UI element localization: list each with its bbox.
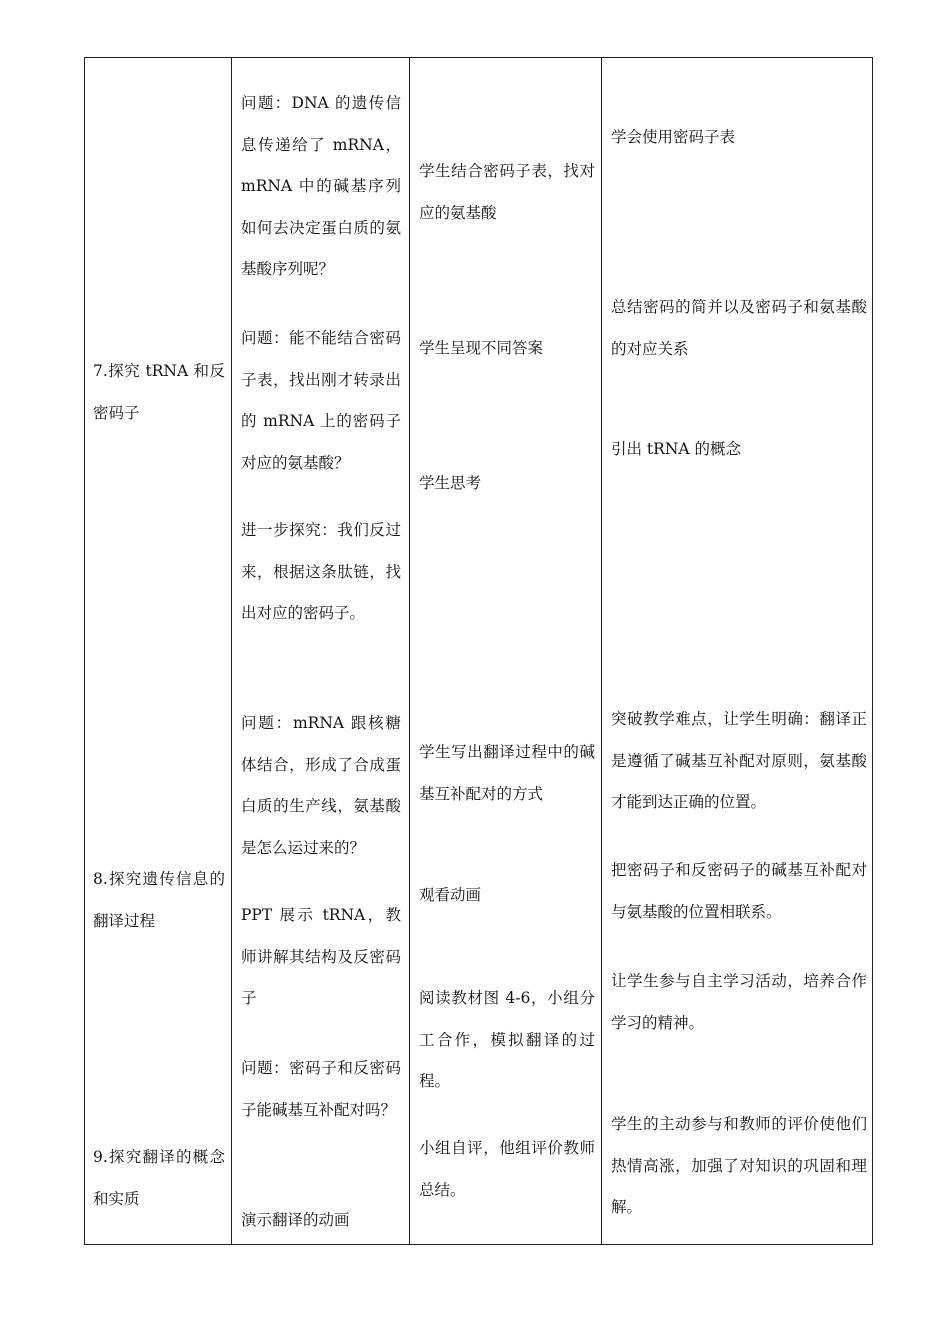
teacher-activity-cell: 问题：DNA 的遗传信息传递给了 mRNA，mRNA 中的碱基序列如何去决定蛋白质的氨基酸序列呢？ — [241, 94, 401, 278]
topic-cell: 7.探究 tRNA 和反密码子 — [93, 362, 225, 422]
design-intent-cell: 让学生参与自主学习活动，培养合作学习的精神。 — [611, 972, 867, 1032]
teacher-activity-cell: 问题：密码子和反密码子能碱基互补配对吗？ — [241, 1059, 401, 1119]
student-activity-cell: 阅读教材图 4-6，小组分工合作，模拟翻译的过程。 — [419, 989, 595, 1090]
student-activity-cell: 学生结合密码子表，找对应的氨基酸 — [419, 162, 595, 222]
topic-cell: 9.探究翻译的概念和实质 — [93, 1148, 225, 1208]
student-activity-cell: 观看动画 — [419, 886, 482, 904]
design-intent-cell: 学生的主动参与和教师的评价使他们热情高涨，加强了对知识的巩固和理解。 — [611, 1115, 867, 1216]
design-intent-cell: 突破教学难点，让学生明确：翻译正是遵循了碱基互补配对原则，氨基酸才能到达正确的位置。 — [611, 710, 867, 811]
teacher-activity-cell: 问题：能不能结合密码子表，找出刚才转录出的 mRNA 上的密码子对应的氨基酸？ — [241, 329, 401, 472]
student-activity-cell: 学生呈现不同答案 — [419, 339, 544, 357]
column-divider — [601, 58, 602, 1244]
column-divider — [231, 58, 232, 1244]
student-activity-cell: 小组自评，他组评价教师总结。 — [419, 1139, 595, 1199]
topic-cell: 8.探究遗传信息的翻译过程 — [93, 870, 225, 930]
design-intent-cell: 引出 tRNA 的概念 — [611, 440, 742, 458]
design-intent-cell: 学会使用密码子表 — [611, 128, 736, 146]
column-divider — [409, 58, 410, 1244]
teacher-activity-cell: 演示翻译的动画 — [241, 1211, 350, 1229]
teacher-activity-cell: 问题：mRNA 跟核糖体结合，形成了合成蛋白质的生产线，氨基酸是怎么运过来的？ — [241, 714, 401, 857]
design-intent-cell: 总结密码的简并以及密码子和氨基酸的对应关系 — [611, 298, 867, 358]
design-intent-cell: 把密码子和反密码子的碱基互补配对与氨基酸的位置相联系。 — [611, 861, 867, 921]
student-activity-cell: 学生写出翻译过程中的碱基互补配对的方式 — [419, 743, 595, 803]
teacher-activity-cell: 进一步探究：我们反过来，根据这条肽链，找出对应的密码子。 — [241, 521, 401, 622]
student-activity-cell: 学生思考 — [419, 474, 482, 492]
lesson-plan-table — [84, 57, 873, 1245]
teacher-activity-cell: PPT 展示 tRNA，教师讲解其结构及反密码子 — [241, 906, 401, 1007]
